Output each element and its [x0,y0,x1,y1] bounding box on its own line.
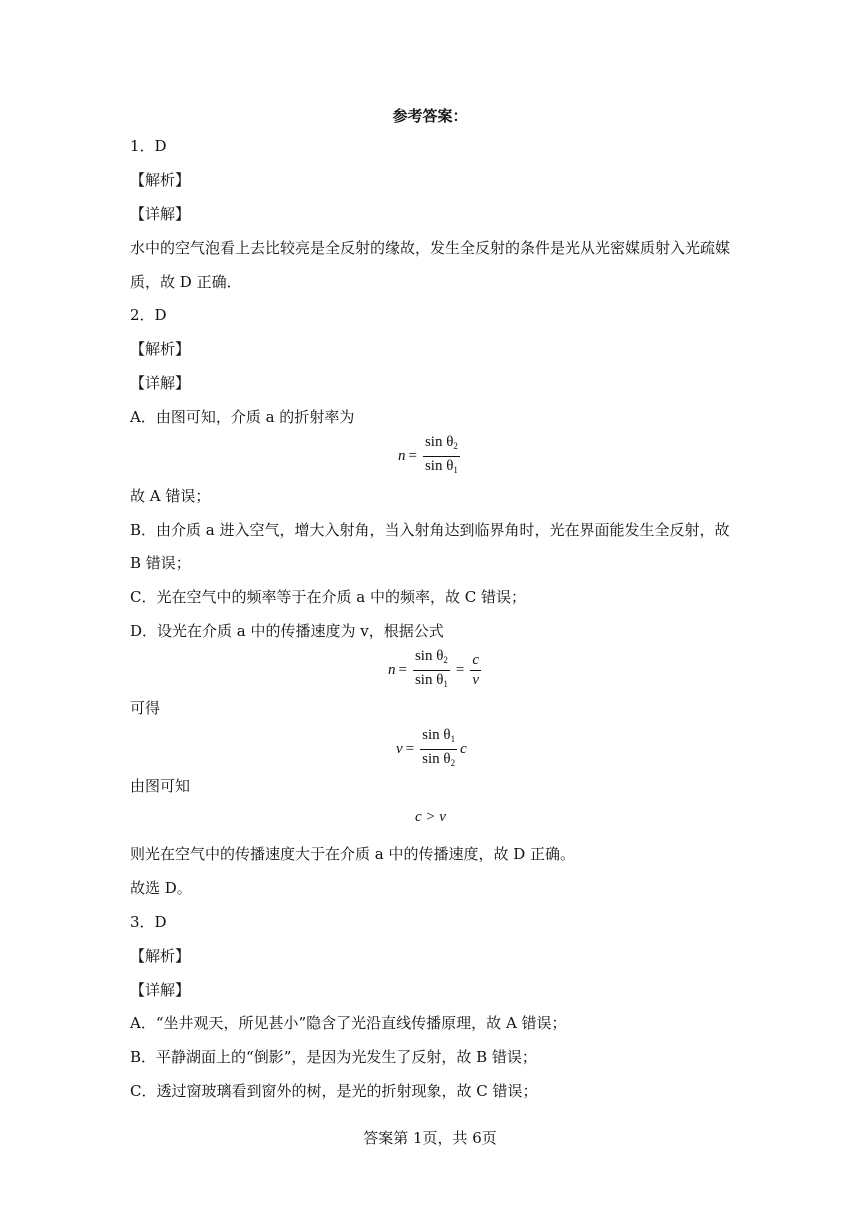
equation-symbol: n [388,662,396,678]
paragraph-line: 可得 [130,699,161,717]
answer-2-header: 2．D [130,306,167,324]
analysis-label: 【解析】 [130,340,191,358]
paragraph-line: A．“坐井观天，所见甚小”隐含了光沿直线传播原理，故 A 错误； [130,1014,567,1032]
equation-inequality: c > v [415,809,446,825]
equation-speed-relation [388,648,484,693]
paragraph-line: B．由介质 a 进入空气，增大入射角，当入射角达到临界角时，光在界面能发生全反射，故 [130,521,730,539]
paragraph-line: 水中的空气泡看上去比较亮是全反射的缘故，发生全反射的条件是光从光密媒质射入光疏媒 [130,239,731,257]
equation-operator: = [405,741,415,757]
fraction-denominator: $\sin \theta_2$ [422,751,456,768]
paragraph-line: 故 A 错误； [130,487,211,505]
paragraph-line: 质，故 D 正确． [130,273,242,291]
equation-operator: = [408,448,417,464]
paragraph-line: B 错误； [130,554,191,572]
paragraph-line: A．由图可知，介质 a 的折射率为 [130,408,355,426]
fraction-denominator: $\sin \theta_1$ [414,672,448,689]
equation-refractive-index [398,434,463,479]
paragraph-line: D．设光在介质 a 中的传播速度为 v，根据公式 [130,622,444,640]
paragraph-line: B．平静湖面上的“倒影”，是因为光发生了反射，故 B 错误； [130,1048,537,1066]
fraction-numerator: $\sin \theta_1$ [420,727,457,750]
detail-label: 【详解】 [130,205,191,223]
equation-symbol: n [398,448,406,464]
equation-symbol: c [460,741,467,757]
equation-fraction [470,652,481,689]
paragraph-line: 故选 D。 [130,879,192,897]
fraction-denominator: v [472,672,480,688]
paragraph-line: 由图可知 [130,777,191,795]
page-title: 参考答案： [392,107,468,125]
answer-3-header: 3．D [130,913,167,931]
fraction-numerator: $\sin \theta_2$ [423,434,460,457]
equation-fraction [420,727,457,772]
answer-1-header: 1．D [130,137,167,155]
page-footer: 答案第 1页，共 6页 [363,1129,497,1147]
detail-label: 【详解】 [130,981,191,999]
paragraph-line: C．透过窗玻璃看到窗外的树，是光的折射现象，故 C 错误； [130,1082,538,1100]
equation-fraction [423,434,460,479]
paragraph-line: C．光在空气中的频率等于在介质 a 中的频率，故 C 错误； [130,588,526,606]
fraction-denominator: $\sin \theta_1$ [424,458,458,475]
analysis-label: 【解析】 [130,947,191,965]
equation-operator: = [398,662,407,678]
fraction-numerator: $\sin \theta_2$ [413,648,450,671]
equation-fraction [413,648,450,693]
analysis-label: 【解析】 [130,171,191,189]
fraction-numerator: c [470,652,481,671]
equation-speed-in-medium [396,727,467,772]
equation-symbol: v [396,741,403,757]
detail-label: 【详解】 [130,374,191,392]
equation-operator: = [455,662,465,678]
paragraph-line: 则光在空气中的传播速度大于在介质 a 中的传播速度，故 D 正确。 [130,845,576,863]
